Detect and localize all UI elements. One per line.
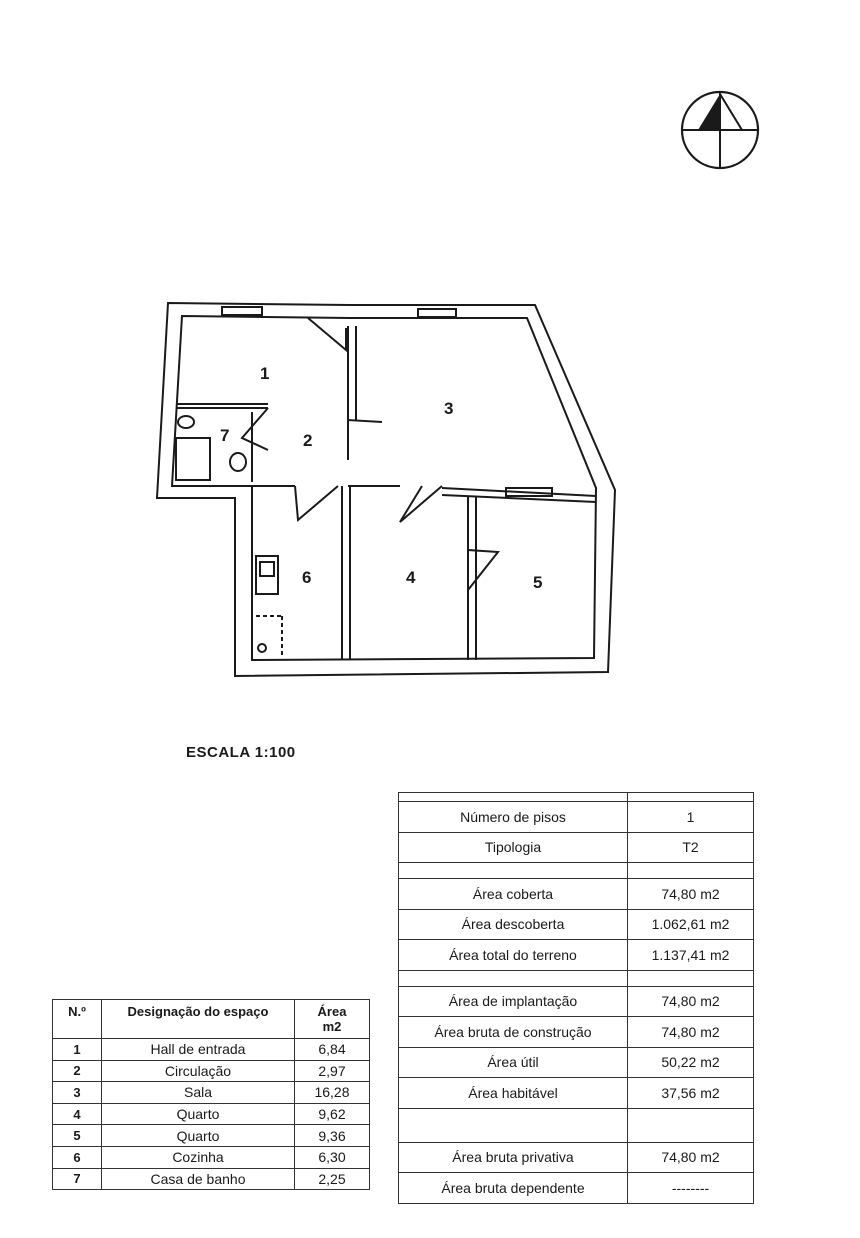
room-area: 2,25	[295, 1168, 370, 1190]
room-name: Hall de entrada	[102, 1039, 295, 1061]
summary-row	[399, 1173, 754, 1204]
room-label-1: 1	[260, 364, 270, 383]
summary-label: Área total do terreno	[399, 940, 628, 971]
room-name: Quarto	[102, 1125, 295, 1147]
summary-row	[399, 879, 754, 910]
scale-label: ESCALA 1:100	[186, 744, 296, 761]
room-num: 7	[53, 1168, 102, 1190]
summary-value: 1	[628, 802, 754, 833]
summary-row	[399, 1017, 754, 1048]
summary-value: 1.062,61 m2	[628, 909, 754, 940]
summary-label: Área coberta	[399, 879, 628, 910]
summary-row	[399, 1142, 754, 1173]
summary-value: 74,80 m2	[628, 1017, 754, 1048]
summary-value: T2	[628, 832, 754, 863]
room-name: Casa de banho	[102, 1168, 295, 1190]
room-num: 2	[53, 1060, 102, 1082]
room-label-3: 3	[444, 399, 454, 418]
summary-label: Área útil	[399, 1047, 628, 1078]
room-num: 5	[53, 1125, 102, 1147]
summary-row	[399, 986, 754, 1017]
table-row	[53, 1168, 370, 1190]
rooms-table	[52, 999, 370, 1190]
room-num: 3	[53, 1082, 102, 1104]
summary-label: Número de pisos	[399, 802, 628, 833]
summary-label: Área bruta dependente	[399, 1173, 628, 1204]
table-row	[53, 1082, 370, 1104]
header-num: N.º	[53, 1000, 102, 1039]
room-area: 6,84	[295, 1039, 370, 1061]
header-area	[295, 1000, 370, 1039]
summary-row	[399, 1078, 754, 1109]
room-name: Sala	[102, 1082, 295, 1104]
summary-value: 50,22 m2	[628, 1047, 754, 1078]
room-name: Circulação	[102, 1060, 295, 1082]
summary-value: 74,80 m2	[628, 986, 754, 1017]
room-name: Quarto	[102, 1103, 295, 1125]
summary-label: Área de implantação	[399, 986, 628, 1017]
table-row	[53, 1039, 370, 1061]
table-row	[53, 1146, 370, 1168]
summary-row	[399, 940, 754, 971]
floor-plan	[150, 290, 630, 690]
room-label-2: 2	[303, 431, 313, 450]
summary-label: Área descoberta	[399, 909, 628, 940]
room-num: 4	[53, 1103, 102, 1125]
header-name: Designação do espaço	[102, 1000, 295, 1039]
summary-label: Área bruta de construção	[399, 1017, 628, 1048]
room-area: 16,28	[295, 1082, 370, 1104]
header-area-line2: m2	[322, 1019, 342, 1034]
summary-value: 74,80 m2	[628, 879, 754, 910]
room-label-4: 4	[406, 568, 416, 587]
outer-wall	[157, 303, 615, 676]
summary-row	[399, 802, 754, 833]
north-arrow-icon	[678, 88, 762, 172]
room-num: 6	[53, 1146, 102, 1168]
summary-row	[399, 1047, 754, 1078]
table-row	[53, 1103, 370, 1125]
room-num: 1	[53, 1039, 102, 1061]
summary-label: Área bruta privativa	[399, 1142, 628, 1173]
room-label-7: 7	[220, 426, 230, 445]
room-area: 9,36	[295, 1125, 370, 1147]
area-summary-table	[398, 792, 754, 1204]
summary-row	[399, 832, 754, 863]
summary-label: Área habitável	[399, 1078, 628, 1109]
table-row	[53, 1060, 370, 1082]
summary-value: 37,56 m2	[628, 1078, 754, 1109]
room-label-6: 6	[302, 568, 312, 587]
summary-value: --------	[628, 1173, 754, 1204]
room-area: 6,30	[295, 1146, 370, 1168]
table-row	[53, 1125, 370, 1147]
room-area: 9,62	[295, 1103, 370, 1125]
room-label-5: 5	[533, 573, 543, 592]
summary-row	[399, 909, 754, 940]
summary-value: 1.137,41 m2	[628, 940, 754, 971]
summary-value: 74,80 m2	[628, 1142, 754, 1173]
header-area-line1: Área	[317, 1004, 347, 1019]
summary-label: Tipologia	[399, 832, 628, 863]
room-area: 2,97	[295, 1060, 370, 1082]
room-name: Cozinha	[102, 1146, 295, 1168]
